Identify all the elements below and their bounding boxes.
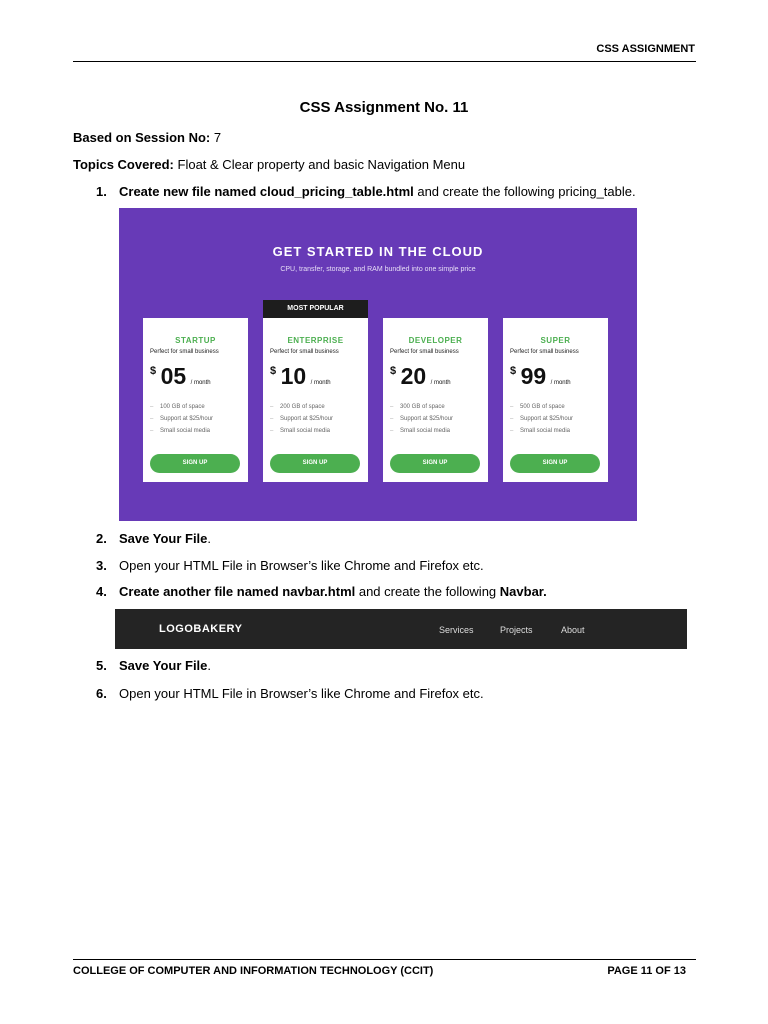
price-period: / month bbox=[190, 380, 211, 386]
step-6 bbox=[96, 686, 484, 701]
step-2 bbox=[96, 531, 211, 546]
plan-feature: – 200 GB of space bbox=[270, 404, 325, 410]
plan-feature: – Support at $25/hour bbox=[390, 416, 454, 422]
step-text: and create the following bbox=[355, 584, 500, 599]
plan-feature: – Support at $25/hour bbox=[150, 416, 214, 422]
price-period: / month bbox=[310, 380, 331, 386]
price-amount: 99 bbox=[520, 363, 547, 389]
nav-link-about: About bbox=[561, 625, 585, 635]
plan-feature: – Small social media bbox=[150, 428, 211, 434]
step-1 bbox=[96, 184, 636, 199]
step-bold: Create new file named cloud_pricing_table.html bbox=[119, 184, 414, 199]
session-line bbox=[73, 130, 221, 145]
most-popular-badge: MOST POPULAR bbox=[263, 300, 368, 318]
step-number: 4. bbox=[96, 584, 107, 599]
header-rule bbox=[73, 61, 696, 62]
step-number: 3. bbox=[96, 558, 107, 573]
plan-card-startup bbox=[143, 318, 248, 482]
price-period: / month bbox=[550, 380, 571, 386]
step-3 bbox=[96, 558, 484, 573]
plan-name: STARTUP bbox=[175, 336, 216, 345]
step-number: 6. bbox=[96, 686, 107, 701]
plan-description: Perfect for small business bbox=[270, 349, 339, 355]
plan-feature: – 500 GB of space bbox=[510, 404, 565, 410]
pricing-title: GET STARTED IN THE CLOUD bbox=[272, 244, 484, 259]
price-amount: 05 bbox=[160, 363, 187, 389]
step-text: Open your HTML File in Browser’s like Chrome and Firefox etc. bbox=[119, 686, 484, 701]
plan-feature: – 100 GB of space bbox=[150, 404, 205, 410]
footer-college-name: COLLEGE OF COMPUTER AND INFORMATION TECHNOLOGY (CCIT) bbox=[73, 965, 434, 977]
plan-description: Perfect for small business bbox=[510, 349, 579, 355]
topics-value: Float & Clear property and basic Navigation Menu bbox=[177, 157, 466, 172]
nav-link-services: Services bbox=[439, 625, 474, 635]
currency-symbol: $ bbox=[390, 365, 397, 377]
plan-feature: – Support at $25/hour bbox=[270, 416, 334, 422]
plan-feature: – Support at $25/hour bbox=[510, 416, 574, 422]
currency-symbol: $ bbox=[270, 365, 277, 377]
page-title: CSS Assignment No. 11 bbox=[299, 99, 469, 116]
step-number: 1. bbox=[96, 184, 107, 199]
plan-feature: – Small social media bbox=[510, 428, 571, 434]
currency-symbol: $ bbox=[150, 365, 157, 377]
step-bold: Create another file named navbar.html bbox=[119, 584, 356, 599]
plan-card-enterprise bbox=[263, 318, 368, 482]
step-number: 2. bbox=[96, 531, 107, 546]
step-4 bbox=[96, 584, 547, 599]
currency-symbol: $ bbox=[510, 365, 517, 377]
plan-feature: – Small social media bbox=[390, 428, 451, 434]
navbar-logo: LOGOBAKERY bbox=[159, 623, 243, 635]
step-bold: Save Your File bbox=[119, 658, 208, 673]
nav-link-projects: Projects bbox=[500, 625, 533, 635]
sign-up-button: SIGN UP bbox=[270, 454, 360, 473]
plan-price bbox=[390, 363, 451, 390]
plan-price bbox=[150, 363, 211, 390]
footer-rule bbox=[73, 959, 696, 960]
plan-feature: – Small social media bbox=[270, 428, 331, 434]
step-text: . bbox=[207, 531, 212, 546]
plan-description: Perfect for small business bbox=[150, 349, 219, 355]
plan-card-developer bbox=[383, 318, 488, 482]
footer-page-number: PAGE 11 OF 13 bbox=[607, 965, 686, 977]
sign-up-button: SIGN UP bbox=[510, 454, 600, 473]
topics-label: Topics Covered: bbox=[73, 157, 174, 172]
step-text: . bbox=[207, 658, 212, 673]
plan-name: SUPER bbox=[540, 336, 571, 345]
plan-card-super bbox=[503, 318, 608, 482]
pricing-table-figure bbox=[119, 208, 637, 521]
step-text: Open your HTML File in Browser’s like Chrome and Firefox etc. bbox=[119, 558, 484, 573]
topics-line bbox=[73, 157, 465, 172]
header-label: CSS ASSIGNMENT bbox=[596, 43, 695, 55]
plan-description: Perfect for small business bbox=[390, 349, 459, 355]
pricing-subtitle: CPU, transfer, storage, and RAM bundled into one simple price bbox=[280, 266, 476, 273]
sign-up-button: SIGN UP bbox=[390, 454, 480, 473]
step-number: 5. bbox=[96, 658, 107, 673]
session-value: 7 bbox=[213, 130, 222, 145]
price-amount: 20 bbox=[400, 363, 427, 389]
price-amount: 10 bbox=[280, 363, 307, 389]
sign-up-button: SIGN UP bbox=[150, 454, 240, 473]
step-bold: Save Your File bbox=[119, 531, 208, 546]
plan-price bbox=[270, 363, 331, 390]
step-5 bbox=[96, 658, 211, 673]
step-text: and create the following pricing_table. bbox=[413, 184, 636, 199]
step-bold-end: Navbar. bbox=[499, 584, 547, 599]
price-period: / month bbox=[430, 380, 451, 386]
plan-name: DEVELOPER bbox=[408, 336, 463, 345]
plan-name: ENTERPRISE bbox=[287, 336, 344, 345]
session-label: Based on Session No: bbox=[73, 130, 211, 145]
plan-feature: – 300 GB of space bbox=[390, 404, 445, 410]
navbar-figure bbox=[115, 609, 687, 649]
plan-price bbox=[510, 363, 571, 390]
